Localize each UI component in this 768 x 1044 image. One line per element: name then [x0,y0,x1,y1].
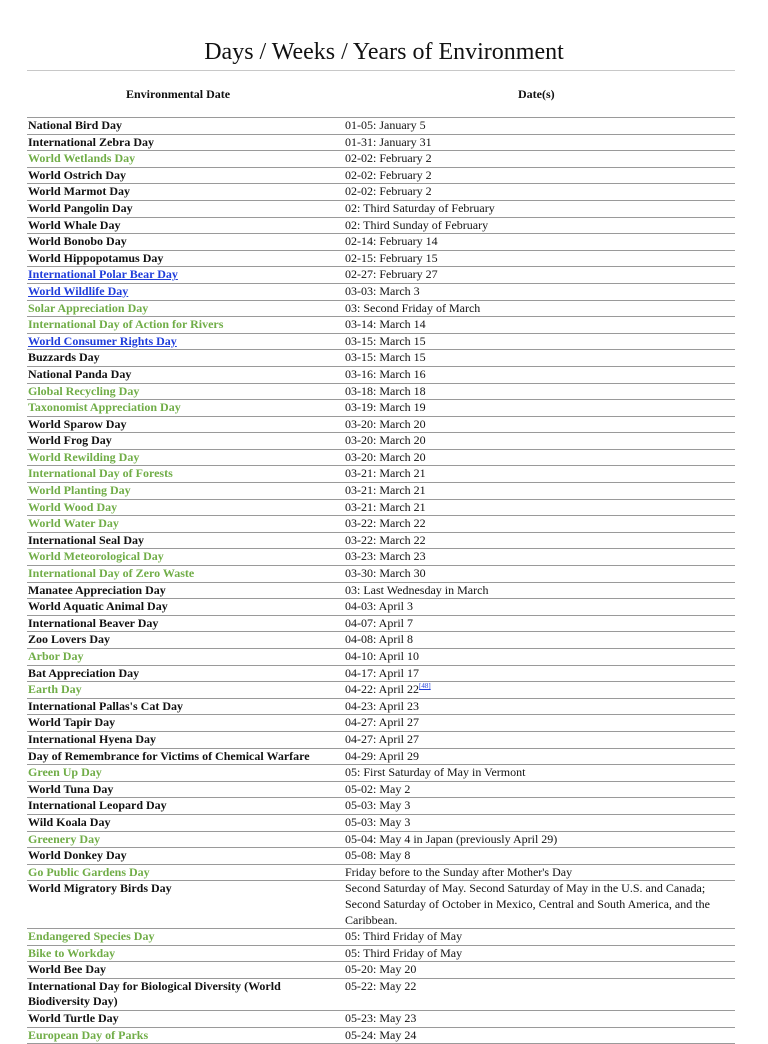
event-name: World Bee Day [28,962,106,977]
event-date-cell [344,748,735,765]
table-row [27,649,735,666]
table-row [27,1011,735,1028]
event-name-cell [27,184,344,201]
event-date: 03-16: March 16 [345,366,426,381]
table-row [27,516,735,533]
event-date-cell [344,566,735,583]
table-row [27,1027,735,1044]
event-name-cell [27,864,344,881]
event-date: 03-21: March 21 [345,466,426,481]
table-row [27,433,735,450]
event-name: World Wood Day [28,499,118,514]
event-name-cell [27,962,344,979]
event-name-cell [27,831,344,848]
event-name: Day of Remembrance for Victims of Chemical Warfare [28,748,310,763]
event-date-cell [344,765,735,782]
table-row [27,582,735,599]
event-name-cell [27,615,344,632]
event-date-cell [344,400,735,417]
table-row [27,682,735,699]
table-row [27,962,735,979]
column-header-event: Environmental Date [126,87,231,101]
event-name: World Whale Day [28,217,121,232]
event-date-cell [344,200,735,217]
table-row [27,748,735,765]
event-date: 02-02: February 2 [345,167,432,182]
event-date-cell [344,881,735,929]
table-row [27,599,735,616]
event-name: International Leopard Day [28,798,167,813]
event-date: 04-07: April 7 [345,615,413,630]
event-date: 01-31: January 31 [345,134,432,149]
event-date: 04-08: April 8 [345,632,413,647]
event-date: 03-15: March 15 [345,333,426,348]
table-row [27,731,735,748]
table-row [27,814,735,831]
event-name: World Marmot Day [28,184,130,199]
event-date: 05-08: May 8 [345,848,411,863]
event-name-cell [27,848,344,865]
event-name-cell [27,449,344,466]
event-name-cell [27,167,344,184]
event-date-cell [344,449,735,466]
table-row [27,945,735,962]
event-date: 05-03: May 3 [345,814,411,829]
event-date-cell [344,1027,735,1044]
event-name: World Hippopotamus Day [28,250,164,265]
event-date: 05: Third Friday of May [345,945,463,960]
event-name-link[interactable]: World Wildlife Day [28,283,129,298]
event-date: 02-02: February 2 [345,184,432,199]
table-row [27,532,735,549]
event-date-cell [344,267,735,284]
event-date: 05: Third Friday of May [345,929,463,944]
event-date: 03-22: March 22 [345,516,426,531]
event-name-cell [27,781,344,798]
table-row [27,831,735,848]
event-name-cell [27,715,344,732]
table-row [27,400,735,417]
event-date: 05-23: May 23 [345,1011,417,1026]
event-name-cell [27,466,344,483]
event-name-cell [27,134,344,151]
table-row [27,267,735,284]
event-name: International Day for Biological Diversity (World Biodiversity Day) [28,978,281,1009]
event-name: Endangered Species Day [28,929,155,944]
table-row [27,765,735,782]
event-name: National Bird Day [28,118,123,132]
event-name-cell [27,516,344,533]
event-name: Buzzards Day [28,350,100,365]
event-date-cell [344,118,735,135]
event-name-link[interactable]: World Consumer Rights Day [28,333,177,348]
event-name-cell [27,151,344,168]
event-date: 05-03: May 3 [345,798,411,813]
table-row [27,317,735,334]
table-row [27,118,735,135]
table-row [27,566,735,583]
event-name: National Panda Day [28,366,132,381]
event-date: 05-20: May 20 [345,962,417,977]
event-name-cell [27,317,344,334]
event-name-cell [27,1011,344,1028]
event-date-cell [344,317,735,334]
event-date: 02-02: February 2 [345,151,432,166]
table-row [27,715,735,732]
event-name: World Bonobo Day [28,234,127,249]
event-date-cell [344,350,735,367]
event-date: 03: Second Friday of March [345,300,481,315]
event-date-cell [344,151,735,168]
event-name: Manatee Appreciation Day [28,582,166,597]
event-date: 04-29: April 29 [345,748,419,763]
event-date-cell [344,615,735,632]
event-name: Wild Koala Day [28,814,111,829]
event-date: 03-03: March 3 [345,283,420,298]
event-name-cell [27,250,344,267]
event-name-cell [27,300,344,317]
event-date: 04-27: April 27 [345,715,419,730]
event-date-cell [344,715,735,732]
event-date-cell [344,532,735,549]
event-name-cell [27,499,344,516]
event-name: Solar Appreciation Day [28,300,149,315]
table-row [27,698,735,715]
table-row [27,615,735,632]
event-date-cell [344,383,735,400]
event-date: 03-23: March 23 [345,549,426,564]
table-row [27,881,735,929]
event-date: 03-19: March 19 [345,400,426,415]
event-date: 03-15: March 15 [345,350,426,365]
event-date-cell [344,250,735,267]
table-row [27,134,735,151]
table-row [27,366,735,383]
event-name: Go Public Gardens Day [28,864,150,879]
event-name-cell [27,200,344,217]
event-date-cell [344,516,735,533]
event-date-cell [344,134,735,151]
event-name: World Water Day [28,516,119,531]
table-row [27,383,735,400]
event-name: Earth Day [28,682,82,697]
table-row [27,798,735,815]
event-date-cell [344,649,735,666]
event-name: Green Up Day [28,765,102,780]
event-date-cell [344,665,735,682]
event-name-cell [27,267,344,284]
event-date: 04-17: April 17 [345,665,419,680]
event-date-cell [344,366,735,383]
table-body [27,118,735,1044]
table-row [27,167,735,184]
table-row [27,549,735,566]
event-date-cell [344,632,735,649]
event-name: European Day of Parks [28,1027,149,1042]
event-date-cell [344,283,735,300]
event-date-cell [344,814,735,831]
event-name-cell [27,433,344,450]
event-date-cell [344,582,735,599]
event-name: Zoo Lovers Day [28,632,110,647]
event-name-cell [27,549,344,566]
event-date-cell [344,333,735,350]
event-name: World Ostrich Day [28,167,126,182]
page-title: Days / Weeks / Years of Environment [204,39,564,65]
event-name-link[interactable]: International Polar Bear Day [28,267,178,282]
event-name: World Aquatic Animal Day [28,599,168,614]
event-date: 04-27: April 27 [345,731,419,746]
event-date-cell [344,300,735,317]
table-row [27,300,735,317]
event-name-cell [27,599,344,616]
event-name: International Day of Zero Waste [28,566,195,581]
event-name: World Tapir Day [28,715,116,730]
event-name-cell [27,532,344,549]
event-name-cell [27,1027,344,1044]
table-row [27,466,735,483]
event-date: 02-27: February 27 [345,267,438,282]
citation-link[interactable]: [48] [419,682,431,691]
event-name: World Planting Day [28,483,131,498]
event-date: 02-14: February 14 [345,234,438,249]
event-name: Arbor Day [28,649,84,663]
event-name: World Turtle Day [28,1011,119,1026]
table-row [27,848,735,865]
event-date: 02-15: February 15 [345,250,438,265]
table-row [27,151,735,168]
event-date: 03-20: March 20 [345,433,426,448]
event-date-cell [344,433,735,450]
event-name: International Pallas's Cat Day [28,698,184,713]
table-row [27,632,735,649]
event-name-cell [27,814,344,831]
table-row [27,333,735,350]
event-name-cell [27,798,344,815]
event-name-cell [27,632,344,649]
event-name: Bike to Workday [28,945,116,960]
event-date-cell [344,698,735,715]
event-name: World Frog Day [28,433,112,448]
event-name-cell [27,234,344,251]
table-row [27,929,735,946]
event-name: World Meteorological Day [28,549,164,564]
event-name-cell [27,582,344,599]
event-name: Taxonomist Appreciation Day [28,400,181,415]
event-date-cell [344,167,735,184]
event-date: 03-21: March 21 [345,483,426,498]
event-date: 05-22: May 22 [345,978,417,993]
event-name-cell [27,945,344,962]
event-date-cell [344,945,735,962]
table-row [27,499,735,516]
event-name: World Migratory Birds Day [28,881,172,896]
event-name-cell [27,748,344,765]
table-row [27,449,735,466]
event-name-cell [27,416,344,433]
event-name: International Day of Forests [28,466,173,481]
event-date: 03-21: March 21 [345,499,426,514]
event-date-cell [344,483,735,500]
event-name-cell [27,333,344,350]
event-date: 03-22: March 22 [345,532,426,547]
event-date-cell [344,831,735,848]
event-date-cell [344,217,735,234]
event-name-cell [27,665,344,682]
event-date-cell [344,781,735,798]
event-date-cell [344,731,735,748]
event-date: 02: Third Saturday of February [345,200,495,215]
event-date-cell [344,599,735,616]
table-row [27,483,735,500]
event-name: World Pangolin Day [28,200,133,215]
event-name: World Donkey Day [28,848,127,863]
event-name-cell [27,283,344,300]
table-row [27,978,735,1010]
event-date: 03-30: March 30 [345,566,426,581]
table-row [27,234,735,251]
event-name-cell [27,881,344,929]
event-date: 03-18: March 18 [345,383,426,398]
event-name: International Zebra Day [28,134,154,149]
event-date-cell [344,416,735,433]
event-name: World Tuna Day [28,781,114,796]
event-name: Global Recycling Day [28,383,140,398]
event-date-cell [344,499,735,516]
event-name-cell [27,400,344,417]
event-name: International Beaver Day [28,615,159,630]
table-row [27,200,735,217]
event-date: 03: Last Wednesday in March [345,582,489,597]
event-date: 03-20: March 20 [345,449,426,464]
table-row [27,350,735,367]
event-date: 02: Third Sunday of February [345,217,489,232]
event-name: Bat Appreciation Day [28,665,140,680]
event-name-cell [27,682,344,699]
event-date-cell [344,1011,735,1028]
event-name-cell [27,483,344,500]
event-date-cell [344,864,735,881]
event-name-cell [27,383,344,400]
event-date-cell [344,848,735,865]
event-date: 05-02: May 2 [345,781,411,796]
event-date-cell [344,184,735,201]
table-row [27,250,735,267]
event-date: 04-10: April 10 [345,649,419,663]
event-name: World Sparow Day [28,416,127,431]
event-date: Second Saturday of May. Second Saturday of May in the U.S. and Canada; Second Saturday of October in Mexico, Central and South America, and the Caribbean. [345,881,710,927]
environment-dates-table [27,117,735,1044]
event-date-cell [344,466,735,483]
event-name: International Seal Day [28,532,145,547]
event-date: 05: First Saturday of May in Vermont [345,765,526,780]
event-date-cell [344,929,735,946]
event-name-cell [27,350,344,367]
event-name-cell [27,366,344,383]
table-row [27,864,735,881]
table-row [27,781,735,798]
event-name-cell [27,649,344,666]
event-name: World Wetlands Day [28,151,136,166]
event-date-cell [344,962,735,979]
table-row [27,217,735,234]
event-date: 03-14: March 14 [345,317,426,332]
event-date: 04-03: April 3 [345,599,413,614]
table-row [27,665,735,682]
column-header-dates: Date(s) [518,87,555,101]
event-date-cell [344,682,735,699]
event-date-cell [344,549,735,566]
event-date-cell [344,798,735,815]
event-name-cell [27,566,344,583]
table-row [27,283,735,300]
event-name-cell [27,731,344,748]
table-row [27,416,735,433]
event-date: 05-24: May 24 [345,1027,417,1042]
event-name: International Hyena Day [28,731,157,746]
event-name: International Day of Action for Rivers [28,317,224,332]
event-name-cell [27,698,344,715]
table-row [27,184,735,201]
title-divider [27,70,735,71]
event-date: Friday before to the Sunday after Mother's Day [345,864,573,879]
event-date: 04-22: April 22 [345,682,419,697]
event-date: 03-20: March 20 [345,416,426,431]
event-name: Greenery Day [28,831,101,846]
event-name-cell [27,765,344,782]
event-date-cell [344,978,735,1010]
event-date: 04-23: April 23 [345,698,419,713]
event-name-cell [27,978,344,1010]
event-date: 01-05: January 5 [345,118,426,132]
event-name-cell [27,217,344,234]
event-name: World Rewilding Day [28,449,140,464]
event-name-cell [27,118,344,135]
event-date: 05-04: May 4 in Japan (previously April 29) [345,831,558,846]
event-name-cell [27,929,344,946]
event-date-cell [344,234,735,251]
